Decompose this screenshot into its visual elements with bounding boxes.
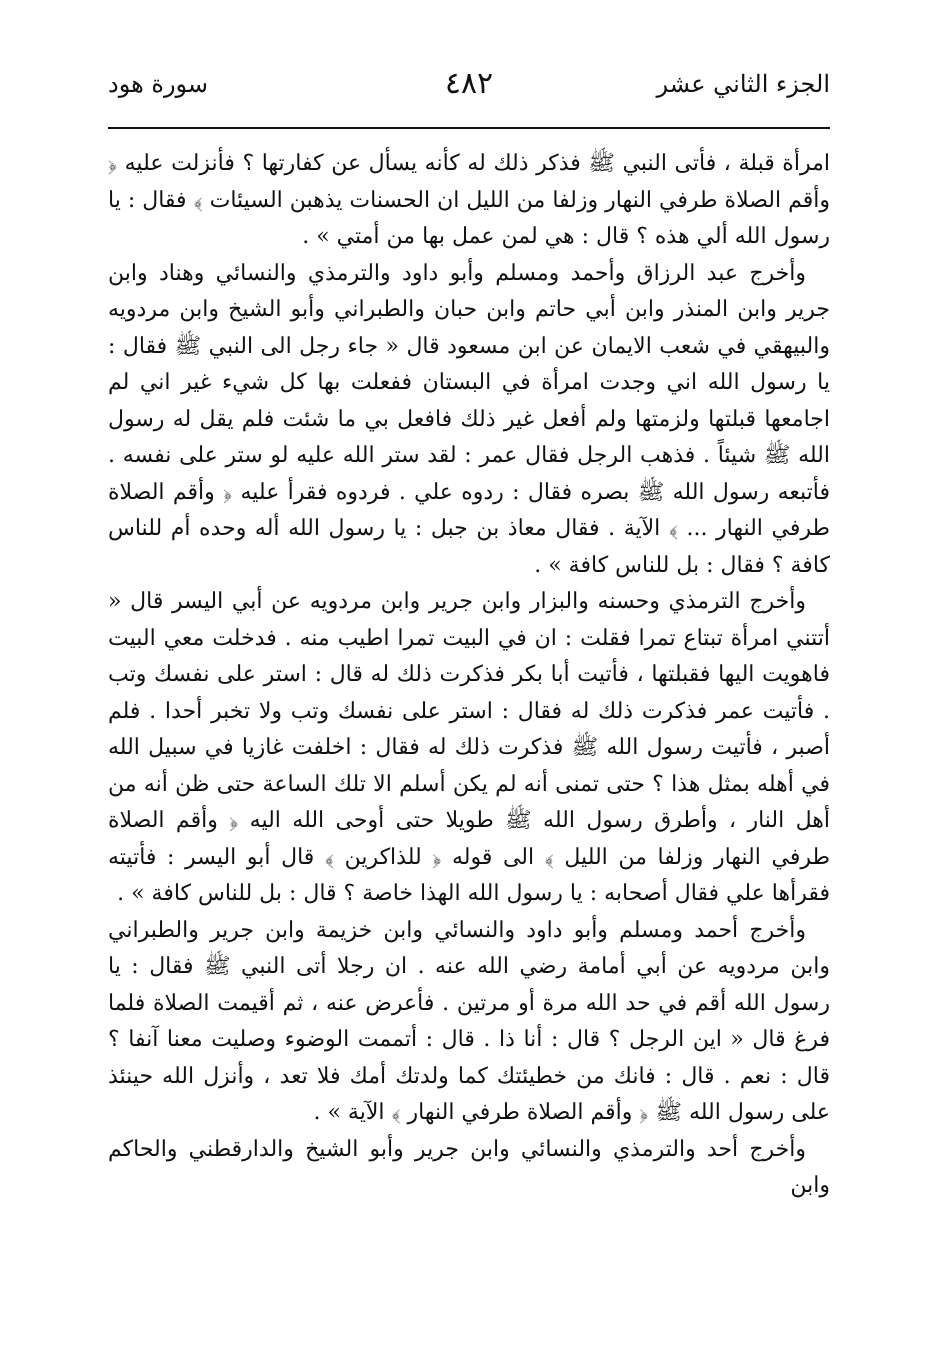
paragraph: وأخرج أحد والترمذي والنسائي وابن جرير وأبو الشيخ والدارقطني والحاكم وابن [108, 1136, 830, 1198]
paragraph: وأخرج أحمد ومسلم وأبو داود والنسائي وابن خزيمة وابن جرير والطبراني وابن مردويه عن أبي أمامة رضي الله عنه . ان رجلا أتى النبي ﷺ فقال : يا رسول الله أقم في حد الله مرة أو مرتين . فأعرض عنه ، ثم أقيمت الصلاة فلما فرغ قال « اين الرجل ؟ قال : أنا ذا . قال : أتممت الوضوء وصليت معنا آنفا ؟ قال : نعم . قال : فانك من خطيئتك كما ولدتك أمك فلا تعد ، وأنزل الله حينئذ على رسول الله ﷺ ﴿ وأقم الصلاة طرفي النهار ﴾ الآية » . [108, 917, 830, 1125]
paragraph: امرأة قبلة ، فأتى النبي ﷺ فذكر ذلك له كأنه يسأل عن كفارتها ؟ فأنزلت عليه ﴿ وأقم الصلاة طرفي النهار وزلفا من الليل ان الحسنات يذهبن السيئات ﴾ فقال : يا رسول الله ألي هذه ؟ قال : هي لمن عمل بها من أمتي » . [108, 151, 830, 249]
paragraph: وأخرج عبد الرزاق وأحمد ومسلم وأبو داود والترمذي والنسائي وهناد وابن جرير وابن المنذر وابن أبي حاتم وابن حبان والطبراني وأبو الشيخ وابن مردويه والبيهقي في شعب الايمان عن ابن مسعود قال « جاء رجل الى النبي ﷺ فقال : يا رسول الله اني وجدت امرأة في البستان ففعلت بها كل شيء غير اني لم اجامعها قبلتها ولزمتها ولم أفعل غير ذلك فافعل بي ما شئت فلم يقل له رسول الله ﷺ شيئاً . فذهب الرجل فقال عمر : لقد ستر الله عليه لو ستر على نفسه . فأتبعه رسول الله ﷺ بصره فقال : ردوه علي . فردوه فقرأ عليه ﴿ وأقم الصلاة طرفي النهار ... ﴾ الآية . فقال معاذ بن جبل : يا رسول الله أله وحده أم للناس كافة ؟ فقال : بل للناس كافة » . [108, 260, 830, 578]
part-title: الجزء الثاني عشر [656, 70, 830, 98]
page-header [108, 62, 830, 120]
paragraph: وأخرج الترمذي وحسنه والبزار وابن جرير وابن مردويه عن أبي اليسر قال « أتتني امرأة تبتاع تمرا فقلت : ان في البيت تمرا اطيب منه . فدخلت معي البيت فاهويت اليها فقبلتها ، فأتيت أبا بكر فذكرت ذلك له قال : استر على نفسك وتب . فأتيت عمر فذكرت ذلك له فقال : استر على نفسك وتب ولا تخبر أحدا . فلم أصبر ، فأتيت رسول الله ﷺ فذكرت ذلك له فقال : اخلفت غازيا في سبيل الله في أهله بمثل هذا ؟ حتى تمنى أنه لم يكن أسلم الا تلك الساعة حتى ظن أنه من أهل النار ، وأطرق رسول الله ﷺ طويلا حتى أوحى الله اليه ﴿ وأقم الصلاة طرفي النهار وزلفا من الليل ﴾ الى قوله ﴿ للذاكرين ﴾ قال أبو اليسر : فأتيته فقرأها علي فقال أصحابه : يا رسول الله الهذا خاصة ؟ قال : بل للناس كافة » . [108, 589, 830, 906]
surah-title: سورة هود [108, 70, 209, 98]
body-text [108, 146, 830, 1205]
header-divider [108, 127, 830, 129]
page-number: ٤٨٢ [444, 66, 494, 101]
